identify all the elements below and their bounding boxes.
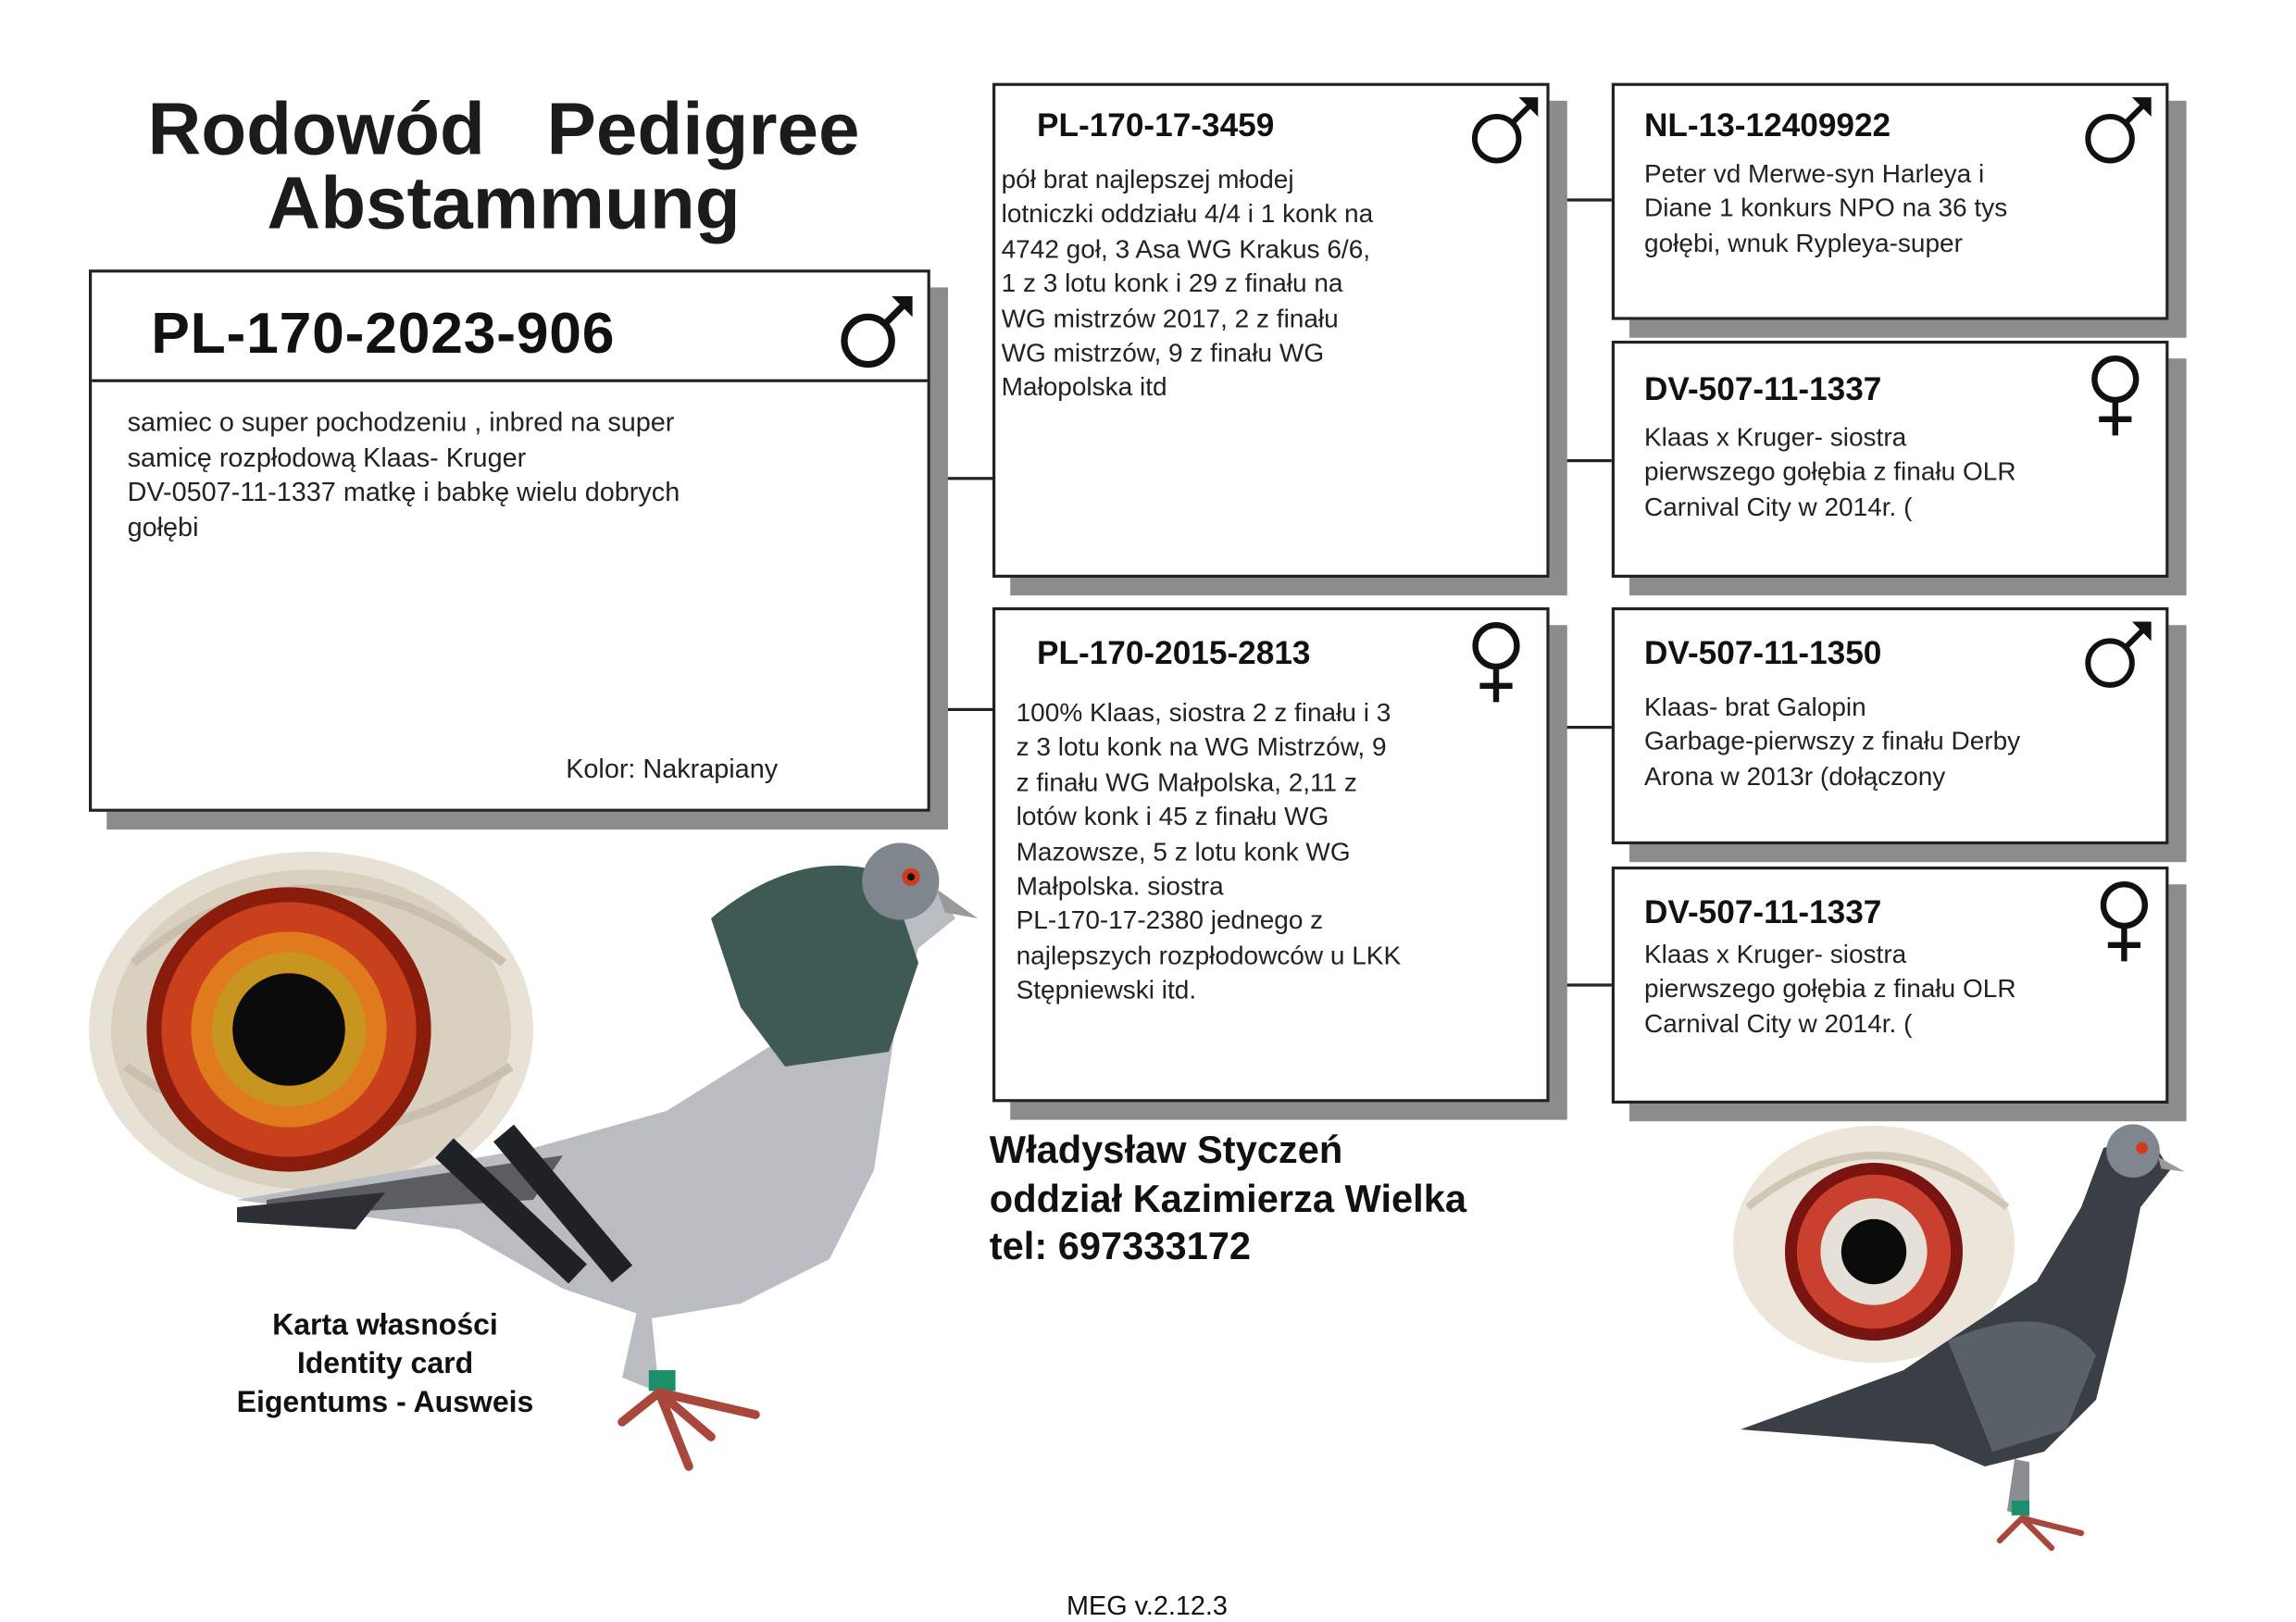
connector-subject-father <box>930 477 995 480</box>
female-symbol-icon <box>2094 879 2153 965</box>
female-symbol-icon <box>2086 353 2145 439</box>
maternal-grandfather-card <box>1612 607 2169 844</box>
connector-mother-grandmother <box>1550 983 1615 986</box>
paternal-grandmother-description: Klaas x Kruger- siostra pierwszego gołębia z finału OLR Carnival City w 2014r. ( <box>1644 422 2016 521</box>
mother-ring-number: PL-170-2015-2813 <box>1037 633 1311 671</box>
version-label: MEG v.2.12.3 <box>1067 1591 1228 1621</box>
maternal-grandfather-ring-number: DV-507-11-1350 <box>1644 633 1882 671</box>
connector-subject-mother <box>930 708 995 711</box>
title-line-2: Abstammung <box>267 161 741 244</box>
maternal-grandmother-description: Klaas x Kruger- siostra pierwszego gołębia z finału OLR Carnival City w 2014r. ( <box>1644 939 2016 1039</box>
subject-description: samiec o super pochodzeniu , inbred na super samicę rozpłodową Klaas- Kruger DV-0507-11-1337 matkę i babkę wielu dobrych gołębi <box>127 407 680 542</box>
connector-father-grandfather <box>1550 198 1615 201</box>
father-card <box>992 83 1550 578</box>
subject-header-divider <box>92 380 927 382</box>
pigeon-with-eye-photo-2 <box>1726 1118 2200 1563</box>
owner-info: Władysław Styczeń oddział Kazimierza Wielka tel: 697333172 <box>989 1127 1466 1268</box>
paternal-grandfather-card <box>1612 83 2169 320</box>
paternal-grandmother-ring-number: DV-507-11-1337 <box>1644 370 1882 407</box>
page-title <box>59 87 948 244</box>
identity-card-label: Karta własności Identity card Eigentums - Ausweis <box>236 1309 534 1419</box>
subject-color: Kolor: Nakrapiany <box>566 754 779 784</box>
female-symbol-icon <box>1466 619 1526 705</box>
connector-father-grandmother <box>1550 459 1615 462</box>
male-symbol-icon <box>2079 617 2156 693</box>
male-symbol-icon <box>835 291 918 374</box>
title-line-1: Rodowód Pedigree <box>147 87 860 170</box>
mother-description: 100% Klaas, siostra 2 z finału i 3 z 3 lotu konk na WG Mistrzów, 9 z finału WG Małpolska, 2,11 z lotów konk i 45 z finału WG Mazowsze, 5 z lotu konk WG Małpolska. siostra PL-170-17-2380 jednego z najlepszych rozpłodowców u LKK Stępniewski itd. <box>1016 697 1402 1005</box>
connector-mother-grandfather <box>1550 726 1615 729</box>
maternal-grandmother-ring-number: DV-507-11-1337 <box>1644 892 1882 930</box>
paternal-grandmother-card <box>1612 341 2169 578</box>
subject-card <box>89 269 930 812</box>
father-ring-number: PL-170-17-3459 <box>1037 106 1275 144</box>
maternal-grandfather-description: Klaas- brat Galopin Garbage-pierwszy z finału Derby Arona w 2013r (dołączony <box>1644 692 2021 792</box>
maternal-grandmother-card <box>1612 867 2169 1104</box>
male-symbol-icon <box>2079 92 2156 168</box>
father-description: pół brat najlepszej młodej lotniczki oddziału 4/4 i 1 konk na 4742 goł, 3 Asa WG Krakus 6/6, 1 z 3 lotu konk i 29 z finału na WG mistrzów 2017, 2 z finału WG mistrzów, 9 z finału WG Małopolska itd <box>1001 164 1374 403</box>
male-symbol-icon <box>1466 92 1543 168</box>
mother-card <box>992 607 1550 1102</box>
paternal-grandfather-description: Peter vd Merwe-syn Harleya i Diane 1 konkurs NPO na 36 tys gołębi, wnuk Rypleya-super <box>1644 158 2008 258</box>
paternal-grandfather-ring-number: NL-13-12409922 <box>1644 106 1891 144</box>
subject-ring-number: PL-170-2023-906 <box>151 302 616 367</box>
